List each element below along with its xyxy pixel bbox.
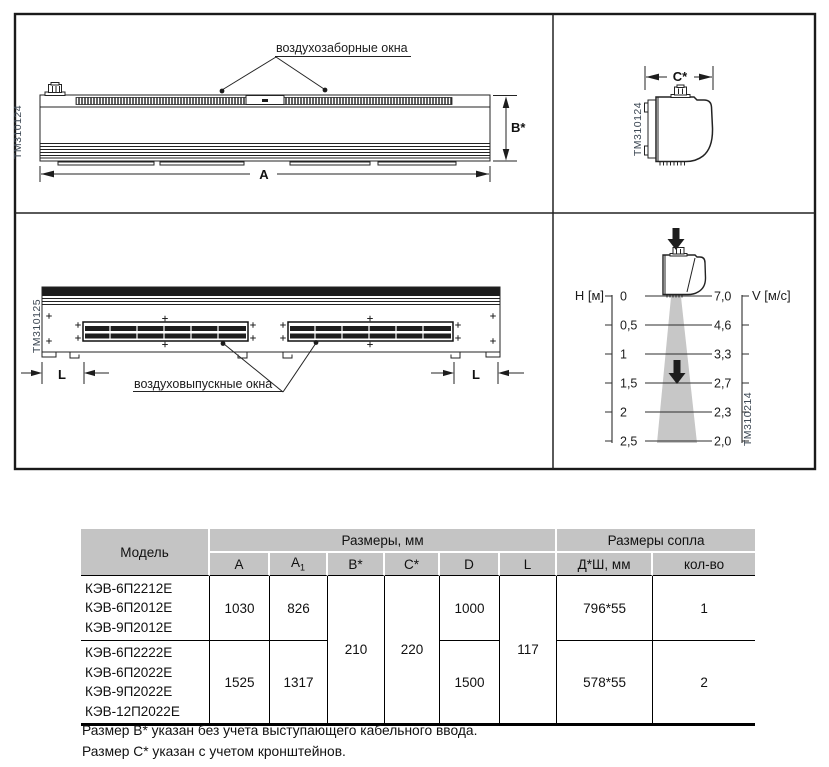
v-tick-5: 2,0 — [714, 434, 732, 449]
airflow-chart — [575, 228, 791, 449]
intake-windows-label: воздухозаборные окна — [276, 41, 408, 55]
spec-table-section — [81, 529, 755, 726]
cable-gland-front — [45, 83, 65, 96]
cell-l-shared: 117 — [500, 576, 557, 723]
footnote-c: Размер C* указан с учетом кронштейнов. — [82, 743, 346, 759]
cell-nozzle-size-1: 796*55 — [557, 576, 653, 641]
diagram-frame — [15, 14, 815, 469]
cell-a1-2: 1317 — [270, 641, 328, 723]
v-tick-3: 2,7 — [714, 376, 732, 391]
dimension-L-left — [21, 362, 109, 384]
dim-C-label: C* — [672, 69, 688, 84]
cell-b-shared: 210 — [328, 576, 385, 723]
col-header-c: C* — [385, 553, 440, 576]
height-axis-label: H [м] — [574, 288, 604, 303]
table-row-group-1 — [81, 576, 755, 641]
tm-code-front: TM310124 — [12, 104, 24, 160]
col-header-a1: $A_1$ — [270, 553, 328, 576]
v-tick-1: 4,6 — [714, 318, 732, 333]
cell-nozzle-qty-2: 2 — [653, 641, 755, 723]
h-tick-0: 0 — [620, 289, 627, 304]
cell-a-2: 1525 — [210, 641, 270, 723]
v-tick-2: 3,3 — [714, 347, 732, 362]
v-tick-0: 7,0 — [714, 289, 732, 304]
col-header-nozzle-size: Д*Ш, мм — [557, 553, 653, 576]
cell-a1-1: 826 — [270, 576, 328, 641]
bottom-view — [21, 287, 524, 392]
dim-A-label: A — [259, 167, 269, 182]
footnotes — [82, 721, 477, 762]
outlet-grille-left — [83, 322, 248, 341]
h-tick-4: 2 — [620, 405, 627, 420]
side-view — [632, 66, 713, 166]
intake-windows-callout — [220, 41, 411, 93]
intake-grille-left — [76, 98, 246, 105]
outlet-windows-label: воздуховыпускные окна — [134, 377, 273, 391]
col-header-b: B* — [328, 553, 385, 576]
dimension-A — [40, 166, 490, 182]
intake-grille-right — [284, 98, 452, 105]
cell-nozzle-size-2: 578*55 — [557, 641, 653, 723]
outlet-grille-right — [288, 322, 453, 341]
tm-code-chart: TM310214 — [742, 391, 754, 447]
spec-table — [81, 529, 755, 726]
tm-code-bottom: TM310125 — [31, 298, 43, 354]
cell-a-1: 1030 — [210, 576, 270, 641]
cable-gland-side — [671, 85, 690, 98]
cell-c-shared: 220 — [385, 576, 440, 723]
airflow-arrow-top — [668, 228, 685, 250]
dim-B-label: B* — [511, 120, 526, 135]
dim-L-left-label: L — [58, 367, 66, 382]
cell-d-2: 1500 — [440, 641, 500, 723]
v-tick-4: 2,3 — [714, 405, 732, 420]
velocity-axis-label: V [м/с] — [752, 288, 791, 303]
dimension-L-right — [431, 362, 524, 384]
dim-L-right-label: L — [472, 367, 480, 382]
col-header-a: A — [210, 553, 270, 576]
col-header-d: D — [440, 553, 500, 576]
height-axis — [575, 288, 638, 449]
group-header-nozzle: Размеры сопла — [557, 529, 755, 553]
outlet-windows-callout — [133, 340, 318, 392]
front-view — [12, 41, 526, 182]
cell-d-1: 1000 — [440, 576, 500, 641]
group-header-dimensions: Размеры, мм — [210, 529, 557, 553]
h-tick-2: 1 — [620, 347, 627, 362]
col-header-nozzle-qty: кол-во — [653, 553, 755, 576]
col-header-model: Модель — [81, 529, 210, 576]
chart-device-icon — [663, 248, 706, 298]
footnote-b: Размер B* указан без учета выступающего кабельного ввода. — [82, 723, 478, 738]
h-tick-3: 1,5 — [620, 376, 638, 391]
tm-code-side: TM310124 — [632, 101, 644, 157]
model-cell-group-2: КЭВ-6П2222Е КЭВ-6П2022Е КЭВ-9П2022Е КЭВ-12П2022Е — [81, 641, 210, 723]
col-header-l: L — [500, 553, 557, 576]
dimension-B — [493, 96, 526, 162]
h-tick-1: 0,5 — [620, 318, 638, 333]
cell-nozzle-qty-1: 1 — [653, 576, 755, 641]
model-cell-group-1: КЭВ-6П2212Е КЭВ-6П2012Е КЭВ-9П2012Е — [81, 576, 210, 641]
h-tick-5: 2,5 — [620, 434, 638, 449]
